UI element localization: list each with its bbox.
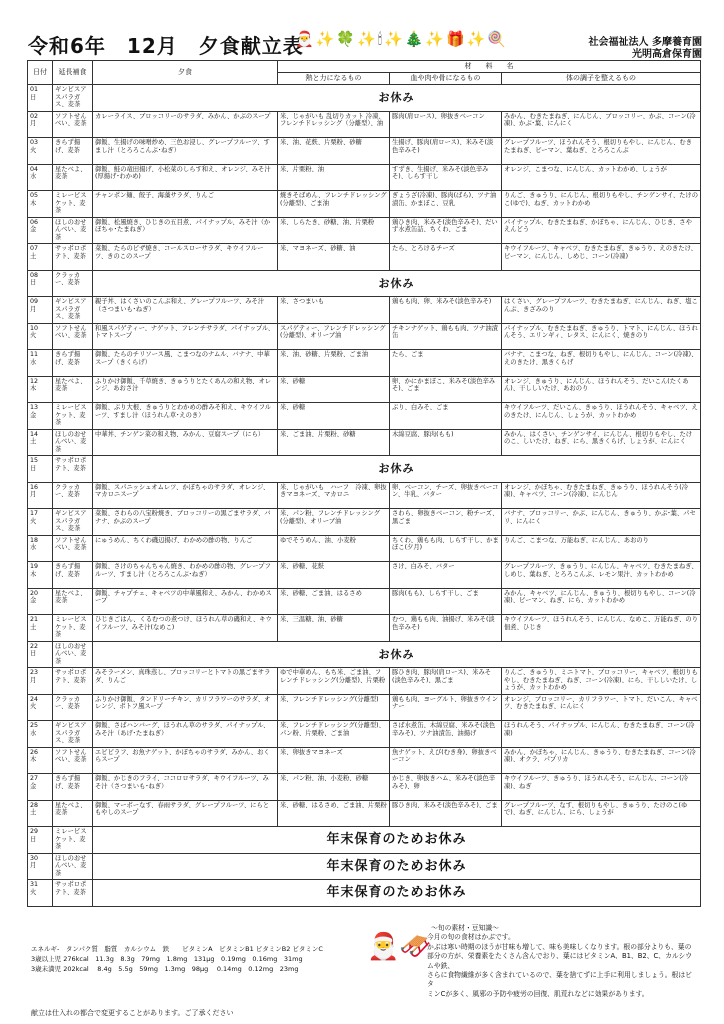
- cell-weekday: 水: [30, 544, 37, 552]
- cell-weekday: 日: [30, 464, 37, 472]
- cell-date: 04: [30, 165, 39, 173]
- cell-weekday: 金: [30, 411, 37, 419]
- cell-day: [28, 880, 53, 907]
- season-title: ～旬の素材・豆知識～: [431, 924, 499, 932]
- cell-weekday: 火: [30, 146, 37, 154]
- cell-day: [28, 191, 53, 218]
- cell-weekday: 木: [30, 570, 37, 578]
- table-row: [28, 827, 701, 854]
- cell-condition: バナナ、ブロッコリー、かぶ、にんじん、きゅうり、かぶ･葉、パセリ、にんにく: [502, 509, 701, 536]
- table-row: [28, 774, 701, 801]
- nutrition-row-over3: 3歳以上児 276kcal 11.3g 8.3g 79mg 1.8mg 131μg 0.19mg 0.16mg 31mg: [31, 955, 303, 963]
- cell-extra: ギンビスアスパラガス、麦茶: [53, 509, 93, 536]
- cell-weekday: 日: [30, 650, 37, 658]
- cell-day: [28, 403, 53, 430]
- cell-day: [28, 774, 53, 801]
- cell-day: [28, 588, 53, 615]
- cell-day: [28, 747, 53, 774]
- cell-energy: スパゲティー、フレンチドレッシング(分離型)、オリーブ油: [278, 323, 390, 350]
- table-row: [28, 615, 701, 642]
- header-extra: 延長補食: [53, 61, 93, 85]
- cell-weekday: 土: [30, 438, 37, 446]
- table-row: [28, 323, 701, 350]
- cell-extra: クラッカー、麦茶: [53, 694, 93, 721]
- cell-body: 生揚げ、豚肉(肩ロース)、米みそ(淡色辛みそ): [390, 138, 502, 165]
- cell-extra: サッポロポテト、麦茶: [53, 668, 93, 695]
- cell-extra: ギンビスアスパラガス、麦茶: [53, 721, 93, 748]
- cell-condition: オレンジ、きゅうり、にんじん、ほうれんそう、だいこん(たくあん)、干ししいたけ、あおのり: [502, 376, 701, 403]
- cell-energy: 米、油、砂糖、片栗粉、ごま油: [278, 350, 390, 377]
- cell-condition: パイナップル、むきたまねぎ、かぼちゃ、にんじん、ひじき、さやえんどう: [502, 217, 701, 244]
- cell-extra: サッポロポテト、麦茶: [53, 456, 93, 483]
- table-row: [28, 350, 701, 377]
- header-dinner: 夕食: [93, 61, 278, 85]
- table-row: [28, 376, 701, 403]
- cell-weekday: 土: [30, 623, 37, 631]
- cell-weekday: 火: [30, 517, 37, 525]
- cell-date: 29: [30, 828, 39, 835]
- cell-weekday: 火: [30, 888, 37, 896]
- cell-weekday: 土: [30, 252, 37, 260]
- cell-extra: 星たべよ、麦茶: [53, 800, 93, 827]
- cell-dinner: 御飯、ぶり大根、きゅうりとわかめの酢みそ和え、キウイフルーツ、すまし汁（ほうれん草･えのき）: [93, 403, 278, 430]
- menu-body: [28, 85, 701, 907]
- cell-day: [28, 694, 53, 721]
- table-row: [28, 244, 701, 271]
- cell-day: [28, 323, 53, 350]
- cell-date: 24: [30, 695, 39, 703]
- cell-weekday: 木: [30, 756, 37, 764]
- table-row: [28, 535, 701, 562]
- cell-body: 魚ナゲット、えび(むき身)、卵抜きベーコン: [390, 747, 502, 774]
- cell-condition: りんご、こまつな、万能ねぎ、にんじん、あおのり: [502, 535, 701, 562]
- cell-extra: 星たべよ、麦茶: [53, 588, 93, 615]
- cell-condition: グレープフルーツ、きゅうり、にんじん、キャベツ、むきたまねぎ、しめじ、葉ねぎ、とろろこんぶ、レモン果汁、カットわかめ: [502, 562, 701, 589]
- cell-condition: グレープフルーツ、ほうれんそう、根切りもやし、にんじん、むきたまねぎ、ピーマン、葉ねぎ、とろろこんぶ: [502, 138, 701, 165]
- cell-date: 25: [30, 722, 39, 729]
- cell-extra: ほしのおせんべい、麦茶: [53, 217, 93, 244]
- cell-weekday: 火: [30, 703, 37, 711]
- cell-dinner: チャンポン麺、餃子、海藻サラダ、りんご: [93, 191, 278, 218]
- cell-energy: 米、片栗粉、油: [278, 164, 390, 191]
- cell-dinner: ふりかけ御飯、千草焼き、きゅうりとたくあんの和え物、オレンジ、あおさ汁: [93, 376, 278, 403]
- season-line: さらに食物繊維が多く含まれているので、葉を捨てずに上手に利用しましょう。根はビタ: [427, 971, 692, 989]
- cell-dinner: 御飯、さけのちゃんちゃん焼き、わかめの酢の物、グレープフルーツ、すまし汁（とろろこんぶ･ねぎ）: [93, 562, 278, 589]
- cell-body: さけ、白みそ、バター: [390, 562, 502, 589]
- cell-condition: りんご、きゅうり、にんじん、根切りもやし、チンゲンサイ、たけのこ(ゆで)、ねぎ、カットわかめ: [502, 191, 701, 218]
- cell-extra: ミレービスケット、麦茶: [53, 403, 93, 430]
- cell-body: たら、とろけるチーズ: [390, 244, 502, 271]
- cell-weekday: 火: [30, 332, 37, 340]
- header-day: 日付: [28, 61, 53, 85]
- cell-day: [28, 615, 53, 642]
- cell-extra: きらず揚げ、麦茶: [53, 774, 93, 801]
- cell-extra: ほしのおせんべい、麦茶: [53, 853, 93, 880]
- cell-extra: ミレービスケット、麦茶: [53, 827, 93, 854]
- cell-energy: 米、ごま油、片栗粉、砂糖: [278, 429, 390, 456]
- cell-body: ぶり、白みそ、ごま: [390, 403, 502, 430]
- cell-date: 03: [30, 139, 39, 146]
- cell-weekday: 金: [30, 782, 37, 790]
- page-header: [0, 0, 724, 62]
- cell-rest: 年末保育のためお休み: [93, 880, 701, 907]
- cell-weekday: 水: [30, 358, 37, 366]
- cell-body: 豚肉(もも)、しらす干し、ごま: [390, 588, 502, 615]
- change-note: 献立は仕入れの都合で変更することがあります。ご了承ください: [31, 1009, 234, 1017]
- cell-extra: ギンビスアスパラガス、麦茶: [53, 85, 93, 112]
- cell-day: [28, 217, 53, 244]
- cell-condition: オレンジ、こまつな、にんじん、カットわかめ、しょうが: [502, 164, 701, 191]
- cell-date: 26: [30, 748, 39, 756]
- cell-condition: みかん、はくさい、チンゲンサイ、にんじん、根切りもやし、たけのこ、しいたけ、ねぎ、にら、黒きくらげ、しょうが、にんにく: [502, 429, 701, 456]
- cell-day: [28, 111, 53, 138]
- cell-dinner: 御飯、さばハンバーグ、ほうれん草のサラダ、パイナップル、みそ汁（あげ･たまねぎ）: [93, 721, 278, 748]
- cell-dinner: 和風スパゲティー、ナゲット、フレンチサラダ、パイナップル、トマトスープ: [93, 323, 278, 350]
- cell-date: 11: [30, 351, 39, 358]
- cell-dinner: にゅうめん、ちくわ磯辺揚げ、わかめの酢の物、りんご: [93, 535, 278, 562]
- cell-energy: 米、じゃがいも ハーフ 冷凍、卵抜きマヨネーズ、マカロニ: [278, 482, 390, 509]
- cell-date: 05: [30, 192, 39, 199]
- cell-dinner: 御飯、スパニッシュオムレツ、かぼちゃのサラダ、オレンジ、マカロニスープ: [93, 482, 278, 509]
- cell-extra: きらず揚げ、麦茶: [53, 350, 93, 377]
- cell-dinner: 御飯、チャプチェ、キャベツの中華風和え、みかん、わかめスープ: [93, 588, 278, 615]
- cell-condition: オレンジ、ブロッコリー、カリフラワー、トマト、だいこん、キャベツ、むきたまねぎ、にんにく: [502, 694, 701, 721]
- cell-day: [28, 800, 53, 827]
- org-corporation: 社会福祉法人 多摩養育園: [588, 37, 702, 48]
- season-line: かぶは寒い時期のほうが甘味も増して、味も美味しくなります。根の部分よりも、葉の: [427, 942, 692, 951]
- cell-weekday: 月: [30, 491, 37, 499]
- season-tips: [427, 924, 697, 999]
- christmas-decoration-icons: 🎅✨🍀✨🕯✨🎄✨🎁✨🍭: [295, 30, 509, 48]
- cell-day: [28, 164, 53, 191]
- cell-energy: 米、砂糖: [278, 403, 390, 430]
- cell-extra: ソフトせんべい、麦茶: [53, 323, 93, 350]
- cell-day: [28, 456, 53, 483]
- cell-extra: 星たべよ、麦茶: [53, 164, 93, 191]
- cell-weekday: 月: [30, 676, 37, 684]
- cell-date: 07: [30, 245, 39, 252]
- cell-energy: 米、砂糖、はるさめ、ごま油、片栗粉: [278, 800, 390, 827]
- cell-weekday: 木: [30, 199, 37, 207]
- cell-extra: ソフトせんべい、麦茶: [53, 747, 93, 774]
- cell-date: 01: [30, 86, 39, 93]
- season-line: 今月の旬の食材はかぶです。: [427, 933, 515, 942]
- cell-extra: ソフトせんべい、麦茶: [53, 535, 93, 562]
- cell-condition: キウイフルーツ、だいこん、きゅうり、ほうれんそう、キャベツ、えのきたけ、にんじん、しょうが、カットわかめ: [502, 403, 701, 430]
- cell-day: [28, 138, 53, 165]
- cell-extra: きらず揚げ、麦茶: [53, 562, 93, 589]
- cell-date: 10: [30, 324, 39, 332]
- cell-weekday: 月: [30, 862, 37, 870]
- cell-body: むつ、鶏もも肉、油揚げ、米みそ(淡色辛みそ): [390, 615, 502, 642]
- cell-extra: ミレービスケット、麦茶: [53, 191, 93, 218]
- menu-table: [27, 60, 701, 907]
- cell-energy: 焼きそばめん、フレンチドレッシング(分離型)、ごま油: [278, 191, 390, 218]
- cell-body: ぎょうざ(冷凍)、豚肉(ばら)、ツナ油漬缶、かまぼこ、豆乳: [390, 191, 502, 218]
- cell-weekday: 木: [30, 385, 37, 393]
- cell-dinner: 御飯、生揚げの味噌炒め、三色お浸し、グレープフルーツ、すまし汁（とろろこんぶ･ねぎ）: [93, 138, 278, 165]
- cell-dinner: 御飯、かじきのフライ、ココロロサラダ、キウイフルーツ、みそ汁（さつまいも･ねぎ）: [93, 774, 278, 801]
- cell-day: [28, 350, 53, 377]
- cell-date: 13: [30, 404, 39, 411]
- org-nursery: 光明高倉保育園: [632, 49, 702, 60]
- santa-sleigh-icon: 🎅🛷: [367, 932, 432, 962]
- cell-condition: ほうれんそう、パイナップル、にんじん、むきたまねぎ、コーン(冷凍): [502, 721, 701, 748]
- cell-day: [28, 562, 53, 589]
- table-row: [28, 297, 701, 324]
- cell-extra: ギンビスアスパラガス、麦茶: [53, 297, 93, 324]
- table-row: [28, 588, 701, 615]
- cell-condition: キウイフルーツ、ほうれんそう、にんじん、なめこ、万能ねぎ、のり佃煮、ひじき: [502, 615, 701, 642]
- cell-energy: 米、フレンチドレッシング(分離型)、パン粉、片栗粉、ごま油: [278, 721, 390, 748]
- cell-rest: 年末保育のためお休み: [93, 827, 701, 854]
- cell-rest: お休み: [93, 270, 701, 297]
- table-row: [28, 482, 701, 509]
- cell-date: 28: [30, 801, 39, 809]
- cell-day: [28, 429, 53, 456]
- cell-date: 17: [30, 510, 39, 517]
- cell-weekday: 水: [30, 729, 37, 737]
- cell-body: ちくわ、鶏もも肉、しらす干し、かまぼこ(夕月): [390, 535, 502, 562]
- table-row: [28, 747, 701, 774]
- cell-date: 27: [30, 775, 39, 782]
- cell-body: 豚肉(肩ロース)、卵抜きベーコン: [390, 111, 502, 138]
- cell-body: 豚ひき肉、豚肉(肩ロース)、米みそ(淡色辛みそ)、黒ごま: [390, 668, 502, 695]
- cell-date: 30: [30, 854, 39, 862]
- cell-body: チキンナゲット、鶏もも肉、ツナ油漬缶: [390, 323, 502, 350]
- header-condition: 体の調子を整えるもの: [502, 73, 701, 85]
- cell-weekday: 水: [30, 173, 37, 181]
- cell-day: [28, 535, 53, 562]
- cell-date: 21: [30, 616, 39, 623]
- cell-date: 02: [30, 112, 39, 120]
- cell-date: 31: [30, 881, 39, 888]
- cell-date: 14: [30, 430, 39, 438]
- cell-day: [28, 244, 53, 271]
- cell-weekday: 土: [30, 809, 37, 817]
- cell-energy: 米、砂糖: [278, 376, 390, 403]
- cell-energy: 米、パン粉、フレンチドレッシング(分離型)、オリーブ油: [278, 509, 390, 536]
- cell-rest: 年末保育のためお休み: [93, 853, 701, 880]
- cell-condition: りんご、きゅうり、ミニトマト、ブロッコリー、キャベツ、根切りもやし、むきたまねぎ、ねぎ、コーン(冷凍)、にら、干ししいたけ、しょうが、カットわかめ: [502, 668, 701, 695]
- cell-day: [28, 668, 53, 695]
- cell-date: 22: [30, 642, 39, 650]
- cell-weekday: 金: [30, 597, 37, 605]
- cell-weekday: 月: [30, 120, 37, 128]
- cell-day: [28, 721, 53, 748]
- cell-dinner: ふりかけ御飯、タンドリーチキン、カリフラワーのサラダ、オレンジ、ポトフ風スープ: [93, 694, 278, 721]
- cell-condition: バナナ、こまつな、ねぎ、根切りもやし、にんじん、コーン(冷凍)、えのきたけ、黒きくらげ: [502, 350, 701, 377]
- cell-condition: パイナップル、むきたまねぎ、きゅうり、トマト、にんじん、ほうれんそう、エリンギィ、レタス、にんにく、焼きのり: [502, 323, 701, 350]
- cell-dinner: 御飯、マーボーなす、春雨サラダ、グレープフルーツ、にらともやしのスープ: [93, 800, 278, 827]
- season-line: ミンCが多く、風邪の予防や疲労の回復、肌荒れなどに効果があります。: [427, 989, 649, 998]
- header-body: 血や肉や骨になるもの: [390, 73, 502, 85]
- cell-condition: みかん、キャベツ、にんじん、きゅうり、根切りもやし、コーン(冷凍)、ピーマン、ねぎ、にら、カットわかめ: [502, 588, 701, 615]
- cell-day: [28, 297, 53, 324]
- table-row: [28, 641, 701, 668]
- cell-body: 卵、かにかまぼこ、米みそ(淡色辛みそ)、ごま: [390, 376, 502, 403]
- cell-body: 木綿豆腐、豚肉(もも): [390, 429, 502, 456]
- cell-extra: サッポロポテト、麦茶: [53, 244, 93, 271]
- cell-weekday: 金: [30, 226, 37, 234]
- table-row: [28, 403, 701, 430]
- cell-condition: はくさい、グレープフルーツ、むきたまねぎ、にんじん、ねぎ、塩こんぶ、きざみのり: [502, 297, 701, 324]
- page-title: 令和6年 12月 夕食献立表: [28, 34, 304, 58]
- cell-date: 15: [30, 457, 39, 464]
- table-row: [28, 668, 701, 695]
- cell-day: [28, 85, 53, 112]
- cell-day: [28, 509, 53, 536]
- table-row: [28, 509, 701, 536]
- cell-extra: クラッカー、麦茶: [53, 270, 93, 297]
- cell-date: 19: [30, 563, 39, 570]
- cell-extra: サッポロポテト、麦茶: [53, 880, 93, 907]
- cell-condition: みかん、むきたまねぎ、にんじん、ブロッコリー、かぶ、コーン(冷凍)、かぶ･葉、にんにく: [502, 111, 701, 138]
- table-row: [28, 164, 701, 191]
- cell-day: [28, 853, 53, 880]
- cell-energy: 米、パン粉、油、小麦粉、砂糖: [278, 774, 390, 801]
- cell-rest: お休み: [93, 85, 701, 112]
- cell-day: [28, 827, 53, 854]
- table-row: [28, 562, 701, 589]
- cell-rest: お休み: [93, 641, 701, 668]
- cell-energy: 米、じゃがいも 乱切りカット 冷凍、フレンチドレッシング（分離型）、油: [278, 111, 390, 138]
- cell-body: 鶏ひき肉、米みそ(淡色辛みそ)、だいず水煮缶詰、ちくわ、ごま: [390, 217, 502, 244]
- header-energy: 熱と力になるもの: [278, 73, 390, 85]
- cell-dinner: エビピラフ、お魚ナゲット、かぼちゃのサラダ、みかん、おくらスープ: [93, 747, 278, 774]
- cell-energy: 米、油、花麩、片栗粉、砂糖: [278, 138, 390, 165]
- cell-condition: グレープフルーツ、なす、根切りもやし、きゅうり、たけのこ(ゆで)、ねぎ、にんじん、にら、しょうが: [502, 800, 701, 827]
- table-row: [28, 800, 701, 827]
- cell-energy: 米、砂糖、ごま油、はるさめ: [278, 588, 390, 615]
- cell-dinner: カレーライス、ブロッコリーのサラダ、みかん、かぶのスープ: [93, 111, 278, 138]
- cell-date: 18: [30, 536, 39, 544]
- cell-weekday: 日: [30, 279, 37, 287]
- nutrition-table: [31, 944, 323, 974]
- cell-extra: ミレービスケット、麦茶: [53, 615, 93, 642]
- cell-energy: 米、しらたき、砂糖、油、片栗粉: [278, 217, 390, 244]
- table-row: [28, 880, 701, 907]
- table-row: [28, 853, 701, 880]
- cell-dinner: 菜飯、たらのピザ焼き、コールスローサラダ、キウイフルーツ、きのこのスープ: [93, 244, 278, 271]
- cell-body: すずき、生揚げ、米みそ(淡色辛みそ)、しらす干し: [390, 164, 502, 191]
- cell-dinner: ひじきごはん、くるむつの煮つけ、ほうれん草の磯和え、キウイフルーツ、みそ汁(なめこ): [93, 615, 278, 642]
- cell-date: 06: [30, 218, 39, 226]
- cell-body: さわら、卵抜きベーコン、粉チーズ、黒ごま: [390, 509, 502, 536]
- footer-area: [27, 924, 700, 1024]
- cell-body: たら、ごま: [390, 350, 502, 377]
- cell-body: さば水煮缶、木綿豆腐、米みそ(淡色辛みそ)、ツナ油漬缶、油揚げ: [390, 721, 502, 748]
- cell-energy: ゆで中華めん、もち米、ごま油、フレンチドレッシング(分離型)、片栗粉: [278, 668, 390, 695]
- cell-energy: 米、卵抜きマヨネーズ: [278, 747, 390, 774]
- cell-extra: クラッカー、麦茶: [53, 482, 93, 509]
- cell-dinner: みそラーメン、真珠蒸し、ブロッコリーとトマトの黒ごまサラダ、りんご: [93, 668, 278, 695]
- cell-weekday: 日: [30, 835, 37, 843]
- cell-date: 16: [30, 483, 39, 491]
- cell-weekday: 日: [30, 93, 37, 101]
- cell-body: 卵、ベーコン、チーズ、卵抜きベーコン、牛乳、バター: [390, 482, 502, 509]
- table-row: [28, 270, 701, 297]
- cell-body: 豚ひき肉、米みそ(淡色辛みそ)、ごま: [390, 800, 502, 827]
- table-row: [28, 85, 701, 112]
- cell-dinner: 親子丼、はくさいのこんぶ和え、グレープフルーツ、みそ汁（さつまいも･ねぎ）: [93, 297, 278, 324]
- cell-condition: キウイフルーツ、きゅうり、ほうれんそう、にんじん、コーン(冷凍)、ねぎ: [502, 774, 701, 801]
- cell-condition: みかん、かぼちゃ、にんじん、きゅうり、むきたまねぎ、コーン(冷凍)、オクラ、パプリカ: [502, 747, 701, 774]
- cell-body: 鶏もも肉、ヨーグルト、卵抜きウインナー: [390, 694, 502, 721]
- cell-energy: 米、マヨネーズ、砂糖、油: [278, 244, 390, 271]
- season-line: 部分の方が、栄養素をたくさん含んでおり、葉にはビタミンA、B1、B2、C、カルシウムや鉄、: [427, 952, 693, 970]
- table-row: [28, 111, 701, 138]
- table-row: [28, 217, 701, 244]
- table-row: [28, 429, 701, 456]
- cell-condition: オレンジ、かぼちゃ、むきたまねぎ、きゅうり、ほうれんそう(冷凍)、キャベツ、コーン(冷凍)、にんじん: [502, 482, 701, 509]
- cell-date: 20: [30, 589, 39, 597]
- cell-extra: ほしのおせんべい、麦茶: [53, 429, 93, 456]
- cell-energy: ゆでそうめん、油、小麦粉: [278, 535, 390, 562]
- cell-extra: 星たべよ、麦茶: [53, 376, 93, 403]
- cell-extra: ほしのおせんべい、麦茶: [53, 641, 93, 668]
- cell-date: 23: [30, 669, 39, 676]
- table-row: [28, 694, 701, 721]
- cell-dinner: 御飯、松風焼き、ひじきの五目煮、パイナップル、みそ汁（かぼちゃ･たまねぎ）: [93, 217, 278, 244]
- cell-date: 09: [30, 298, 39, 305]
- cell-day: [28, 482, 53, 509]
- table-row: [28, 456, 701, 483]
- nutrition-row-under3: 3歳未満児 202kcal 8.4g 5.5g 59mg 1.3mg 98μg 0.14mg 0.12mg 23mg: [31, 965, 299, 973]
- cell-body: 鶏もも肉、卵、米みそ(淡色辛みそ): [390, 297, 502, 324]
- cell-day: [28, 376, 53, 403]
- table-row: [28, 191, 701, 218]
- cell-day: [28, 270, 53, 297]
- cell-weekday: 月: [30, 305, 37, 313]
- cell-energy: 米、砂糖、花麩: [278, 562, 390, 589]
- header-materials: 材 料 名: [278, 61, 701, 73]
- cell-extra: ソフトせんべい、麦茶: [53, 111, 93, 138]
- table-row: [28, 138, 701, 165]
- cell-dinner: 菜飯、さわらの八宝粉焼き、ブロッコリーの黒ごまサラダ、バナナ、かぶのスープ: [93, 509, 278, 536]
- cell-dinner: 御飯、たらのチリソース風、こまつなのナムル、バナナ、中華スープ（きくらげ）: [93, 350, 278, 377]
- cell-dinner: 御飯、鮭の竜田揚げ、小松菜のしらす和え、オレンジ、みそ汁(厚揚げ･わかめ): [93, 164, 278, 191]
- cell-condition: キウイフルーツ、キャベツ、むきたまねぎ、きゅうり、えのきたけ、ピーマン、にんじん、しめじ、コーン(冷凍): [502, 244, 701, 271]
- cell-date: 12: [30, 377, 39, 385]
- cell-dinner: 中華丼、チンゲン菜の和え物、みかん、豆腐スープ（にら）: [93, 429, 278, 456]
- nutrition-header: エネルギ‐ タンパク質 脂質 カルシウム 鉄 ビタミンA ビタミンB1 ビタミンB2 ビタミンC: [31, 945, 323, 953]
- table-row: [28, 721, 701, 748]
- cell-energy: 米、さつまいも: [278, 297, 390, 324]
- cell-rest: お休み: [93, 456, 701, 483]
- organization-name: [589, 37, 702, 61]
- cell-energy: 米、フレンチドレッシング(分離型): [278, 694, 390, 721]
- cell-date: 08: [30, 271, 39, 279]
- cell-extra: きらず揚げ、麦茶: [53, 138, 93, 165]
- cell-day: [28, 641, 53, 668]
- cell-energy: 米、三温糖、油、砂糖: [278, 615, 390, 642]
- cell-body: かじき、卵抜きハム、米みそ(淡色辛みそ)、卵: [390, 774, 502, 801]
